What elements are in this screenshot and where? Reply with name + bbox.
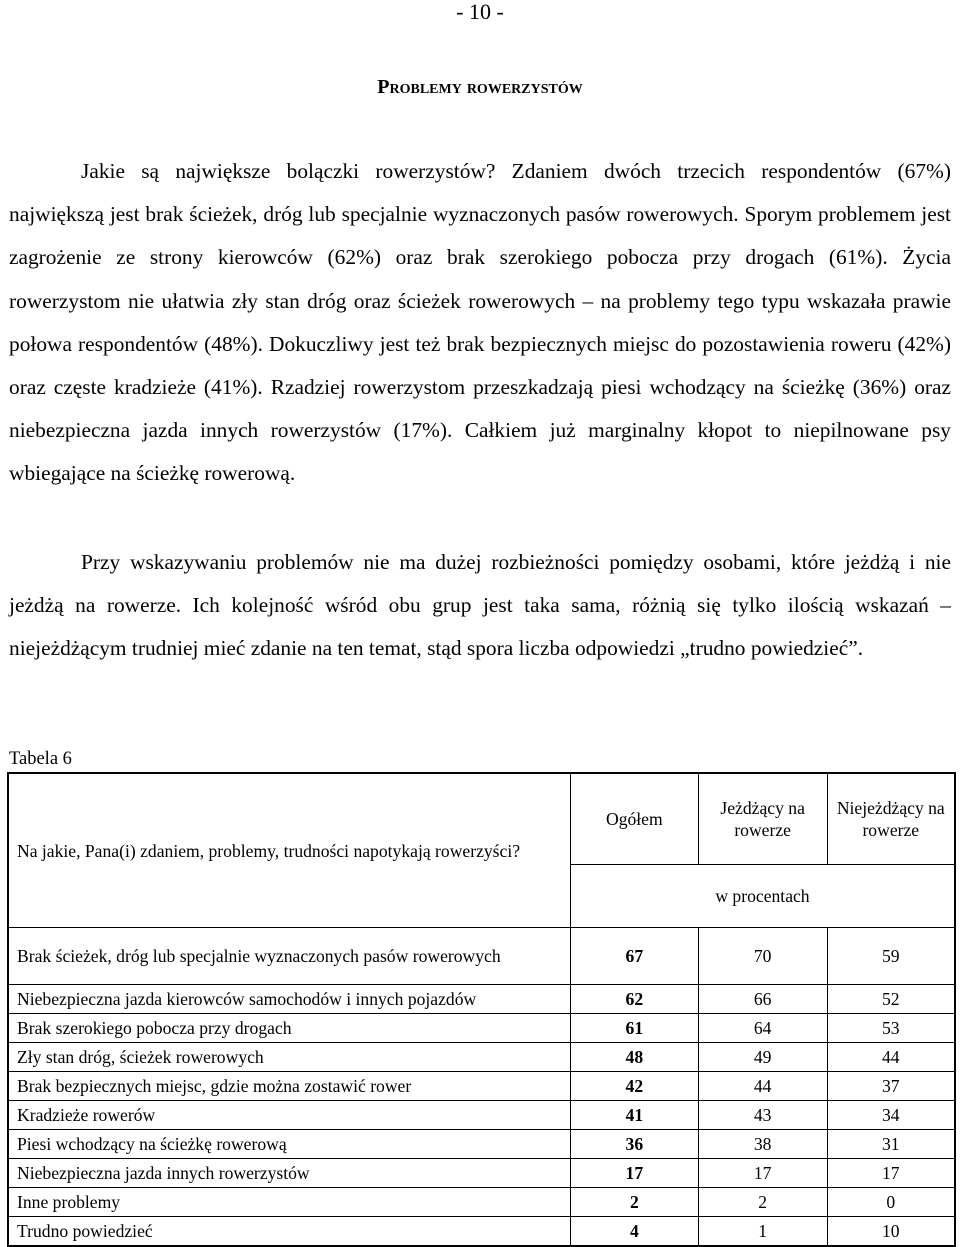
- row-total: 61: [570, 1014, 698, 1043]
- table-row: [8, 985, 955, 1014]
- row-total: 2: [570, 1188, 698, 1217]
- row-riding: 17: [698, 1159, 827, 1188]
- row-not-riding: 34: [827, 1101, 955, 1130]
- row-riding: 44: [698, 1072, 827, 1101]
- table-row: [8, 1188, 955, 1217]
- paragraph-2: Przy wskazywaniu problemów nie ma dużej rozbieżności pomiędzy osobami, które jeżdżą i nie jeżdżą na rowerze. Ich kolejność wśród obu grup jest taka sama, różnią się tylko ilością wskazań – niejeżdżącym trudniej mieć zdanie na ten temat, stąd spora liczba odpowiedzi „trudno powiedzieć”.: [9, 550, 951, 661]
- row-not-riding: 59: [827, 928, 955, 985]
- table-row: [8, 1043, 955, 1072]
- row-not-riding: 10: [827, 1217, 955, 1247]
- row-total: 4: [570, 1217, 698, 1247]
- row-total: 36: [570, 1130, 698, 1159]
- row-label: Inne problemy: [8, 1188, 570, 1217]
- row-riding: 64: [698, 1014, 827, 1043]
- paragraph-1: Jakie są największe bolączki rowerzystów? Zdaniem dwóch trzecich respondentów (67%) największą jest brak ścieżek, dróg lub specjalnie wyznaczonych pasów rowerowych. Sporym problemem jest zagrożenie ze strony kierowców (62%) oraz brak szerokiego pobocza przy drogach (61%). Życia rowerzystom nie ułatwia zły stan dróg oraz ścieżek rowerowych – na problemy tego typu wskazała prawie połowa respondentów (48%). Dokuczliwy jest też brak bezpiecznych miejsc do pozostawienia roweru (42%) oraz częste kradzieże (41%). Rzadziej rowerzystom przeszkadzają piesi wchodzący na ścieżkę (36%) oraz niebezpieczna jazda innych rowerzystów (17%). Całkiem już marginalny kłopot to niepilnowane psy wbiegające na ścieżkę rowerową.: [9, 159, 951, 486]
- row-not-riding: 31: [827, 1130, 955, 1159]
- row-riding: 43: [698, 1101, 827, 1130]
- table-caption: Tabela 6: [9, 749, 72, 769]
- table-header-row: [8, 773, 955, 865]
- section-title: Problemy rowerzystów: [377, 76, 583, 98]
- row-total: 62: [570, 985, 698, 1014]
- row-label: Brak ścieżek, dróg lub specjalnie wyznaczonych pasów rowerowych: [8, 928, 570, 985]
- row-riding: 1: [698, 1217, 827, 1247]
- row-label: Kradzieże rowerów: [8, 1101, 570, 1130]
- row-label: Trudno powiedzieć: [8, 1217, 570, 1247]
- question-header: Na jakie, Pana(i) zdaniem, problemy, trudności napotykają rowerzyści?: [8, 773, 570, 928]
- row-not-riding: 37: [827, 1072, 955, 1101]
- row-not-riding: 0: [827, 1188, 955, 1217]
- row-label: Brak bezpiecznych miejsc, gdzie można zostawić rower: [8, 1072, 570, 1101]
- table-row: [8, 1217, 955, 1247]
- row-riding: 70: [698, 928, 827, 985]
- table-row: [8, 1014, 955, 1043]
- row-riding: 2: [698, 1188, 827, 1217]
- page-number: - 10 -: [456, 0, 504, 24]
- row-label: Piesi wchodzący na ścieżkę rowerową: [8, 1130, 570, 1159]
- results-table: [7, 772, 956, 1247]
- table-row: [8, 1159, 955, 1188]
- column-header-not-riding: Niejeżdżący na rowerze: [827, 773, 955, 865]
- table-row: [8, 1130, 955, 1159]
- row-total: 41: [570, 1101, 698, 1130]
- table-row: [8, 1072, 955, 1101]
- row-total: 48: [570, 1043, 698, 1072]
- row-total: 42: [570, 1072, 698, 1101]
- row-label: Zły stan dróg, ścieżek rowerowych: [8, 1043, 570, 1072]
- row-not-riding: 53: [827, 1014, 955, 1043]
- row-total: 17: [570, 1159, 698, 1188]
- column-header-total: Ogółem: [570, 773, 698, 865]
- column-header-riding: Jeżdżący na rowerze: [698, 773, 827, 865]
- unit-label: w procentach: [570, 865, 955, 928]
- row-label: Niebezpieczna jazda kierowców samochodów i innych pojazdów: [8, 985, 570, 1014]
- table-row: [8, 1101, 955, 1130]
- row-label: Brak szerokiego pobocza przy drogach: [8, 1014, 570, 1043]
- row-not-riding: 17: [827, 1159, 955, 1188]
- row-riding: 66: [698, 985, 827, 1014]
- row-riding: 38: [698, 1130, 827, 1159]
- row-label: Niebezpieczna jazda innych rowerzystów: [8, 1159, 570, 1188]
- row-total: 67: [570, 928, 698, 985]
- table-row: [8, 928, 955, 985]
- row-not-riding: 44: [827, 1043, 955, 1072]
- row-not-riding: 52: [827, 985, 955, 1014]
- row-riding: 49: [698, 1043, 827, 1072]
